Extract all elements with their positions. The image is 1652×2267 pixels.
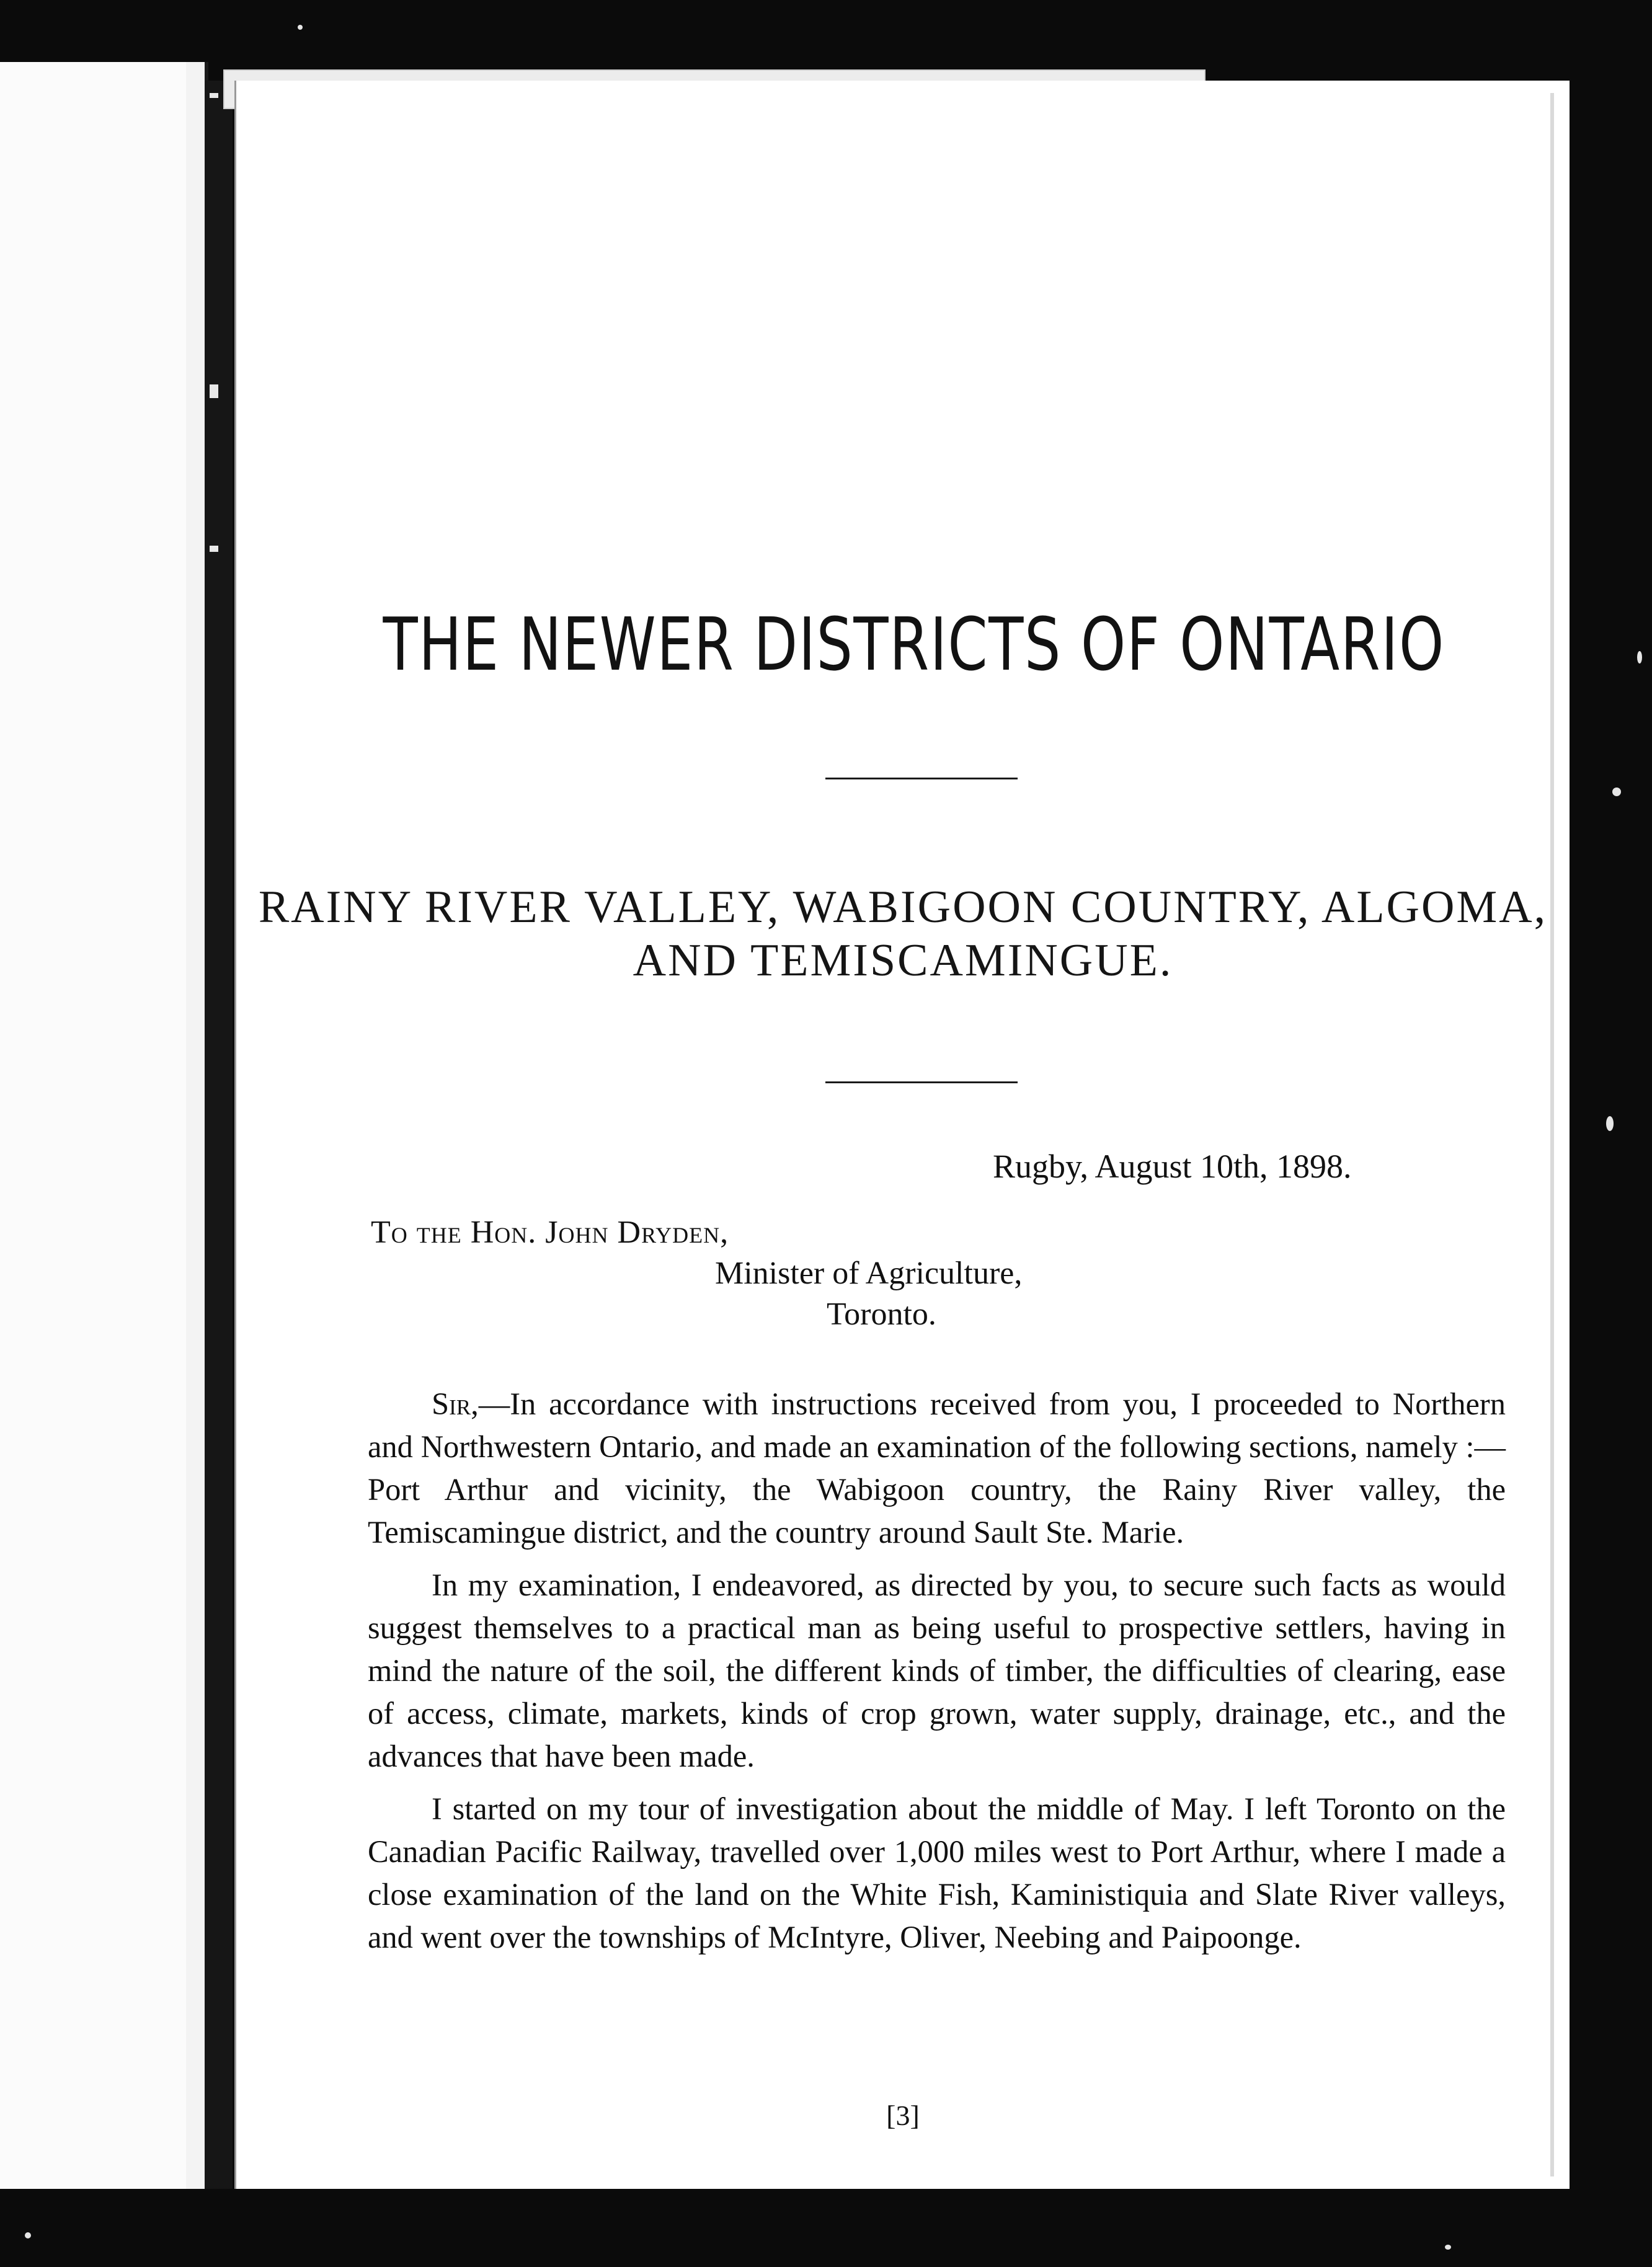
previous-page-surface [0, 62, 186, 2189]
salutation: Sir, [432, 1386, 479, 1421]
letter-addressee [371, 1212, 1022, 1335]
letter-body [368, 1383, 1506, 1969]
page-right-edge [1550, 93, 1554, 2176]
scan-speck [1612, 787, 1621, 796]
scan-speck [25, 2232, 31, 2238]
book-page [234, 81, 1570, 2189]
paragraph-1 [368, 1383, 1506, 1554]
book-gutter [205, 81, 233, 2189]
scan-speck [1637, 651, 1642, 663]
paragraph-1-text: —In accordance with instructions received from you, I proceeded to Northern and Northwestern Ontario, and made an examination of the following sections, namely :—Port Arthur and vicinity, the Wabigoon country, the Rainy River valley, the Temiscamingue district, and the country around Sault Ste. Marie. [368, 1386, 1506, 1550]
gutter-mark [210, 384, 218, 398]
page-title: THE NEWER DISTRICTS OF ONTARIO [383, 601, 1445, 687]
addressee-name: To the Hon. John Dryden, [371, 1215, 729, 1250]
gutter-mark [210, 546, 218, 552]
scan-speck [1606, 1116, 1614, 1131]
subtitle-line-1: RAINY RIVER VALLEY, WABIGOON COUNTRY, ALGOMA, [258, 882, 1548, 933]
subtitle-divider [825, 1081, 1018, 1083]
title-divider [825, 778, 1018, 779]
scan-speck [1445, 2245, 1451, 2250]
addressee-title: Minister of Agriculture, [715, 1256, 1023, 1291]
page-number: [3] [886, 2100, 920, 2131]
letter-dateline: Rugby, August 10th, 1898. [993, 1148, 1352, 1185]
subtitle-line-2: AND TEMISCAMINGUE. [633, 935, 1173, 986]
page-subtitle [236, 881, 1570, 987]
gutter-mark [210, 93, 218, 98]
paragraph-3: I started on my tour of investigation about the middle of May. I left Toronto on the Canadian Pacific Railway, travelled over 1,000 miles west to Port Arthur, where I made a close examination of the land on the White Fish, Kaministiquia and Slate River valleys, and went over the townships of McIntyre, Oliver, Neebing and Paipoonge. [368, 1791, 1506, 1954]
scan-speck [298, 25, 303, 30]
previous-page-edge [0, 62, 208, 2189]
paragraph-2: In my examination, I endeavored, as directed by you, to secure such facts as would suggest themselves to a practical man as being useful to prospective settlers, having in mind the nature of the soil, the different kinds of timber, the difficulties of clearing, ease of access, climate, markets, kinds of crop grown, water supply, drainage, etc., and the advances that have been made. [368, 1568, 1506, 1773]
addressee-city: Toronto. [827, 1297, 936, 1332]
